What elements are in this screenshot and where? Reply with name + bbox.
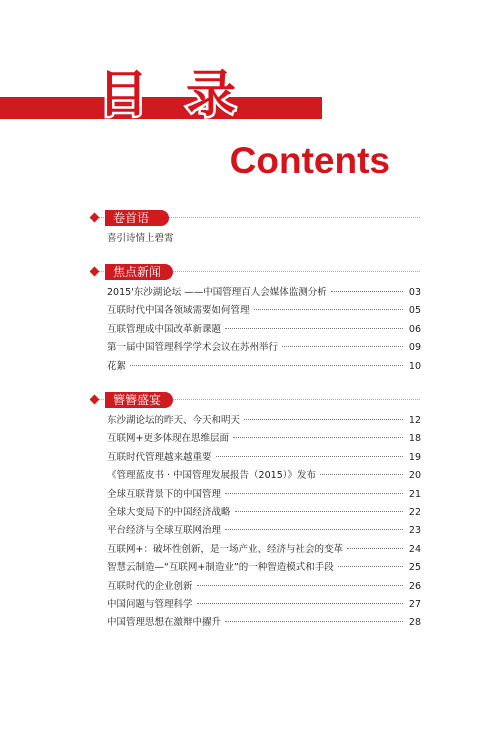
- section-focus-news: [91, 264, 421, 376]
- toc-entry[interactable]: [107, 339, 421, 357]
- toc-page: 18: [408, 433, 421, 445]
- toc-entry[interactable]: [107, 578, 421, 596]
- leader-dots: [225, 621, 403, 622]
- toc-title: 互联时代的企业创新: [107, 580, 193, 592]
- leader-dots: [254, 309, 403, 310]
- toc-title: 全球大变局下的中国经济战略: [107, 506, 231, 518]
- toc-title: 花絮: [107, 360, 127, 372]
- toc-entry[interactable]: [107, 559, 421, 577]
- section-heading: 簪簪盛宴: [105, 392, 173, 408]
- toc-entry[interactable]: [107, 467, 421, 485]
- section-foreword: [91, 210, 421, 248]
- toc-page: 27: [408, 598, 421, 610]
- diamond-bullet-icon: [90, 267, 100, 277]
- toc-title: 互联管理成中国改革新课题: [107, 323, 222, 335]
- toc-entry[interactable]: [107, 302, 421, 320]
- toc-title: 互联网+：破坏性创新，是一场产业、经济与社会的变革: [107, 543, 343, 555]
- leader-dots: [320, 474, 403, 475]
- toc-page: 21: [408, 488, 421, 500]
- leader-dots: [331, 291, 403, 292]
- toc-title: 中国问题与管理科学: [107, 598, 193, 610]
- toc-entry[interactable]: [107, 358, 421, 376]
- toc-title: 智慧云制造—“互联网+制造业”的一种智造模式和手段: [107, 562, 334, 574]
- leader-dots: [225, 529, 403, 530]
- toc-entry[interactable]: [107, 284, 421, 302]
- toc-page: 09: [408, 342, 421, 354]
- section-heading: 焦点新闻: [105, 264, 173, 280]
- leader-dots: [282, 346, 403, 347]
- toc-entry[interactable]: [107, 504, 421, 522]
- leader-dots: [338, 566, 403, 567]
- toc-page: 25: [408, 562, 421, 574]
- section-heading: 卷首语: [105, 210, 169, 226]
- toc-page: 23: [408, 525, 421, 537]
- toc-page: 19: [408, 451, 421, 463]
- toc-entry[interactable]: [107, 486, 421, 504]
- toc-page: 03: [408, 287, 421, 298]
- toc-title: 平台经济与全球互联网治理: [107, 525, 222, 537]
- toc-entry[interactable]: [107, 541, 421, 559]
- toc-page: 10: [408, 360, 421, 372]
- toc-title: 2015'东沙湖论坛 ——中国管理百人会媒体监测分析: [107, 287, 327, 298]
- toc-page: 22: [408, 506, 421, 518]
- toc-page: 05: [408, 305, 421, 317]
- diamond-bullet-icon: [90, 213, 100, 223]
- leader-dots: [130, 365, 403, 366]
- toc-title: 互联时代中国各领域需要如何管理: [107, 305, 250, 317]
- section-header: [91, 210, 421, 226]
- toc-entry[interactable]: 喜引诗情上碧霄: [107, 233, 174, 244]
- leader-dots: [347, 548, 403, 549]
- toc-page: 24: [408, 543, 421, 555]
- toc-title: 互联网+更多体现在思维层面: [107, 433, 229, 445]
- leader-dots: [225, 328, 403, 329]
- page-title-chinese: [98, 64, 236, 126]
- toc-title: 中国管理思想在激辩中擢升: [107, 617, 222, 629]
- toc-page: 06: [408, 323, 421, 335]
- toc-entry[interactable]: [107, 430, 421, 448]
- section-feast: [91, 392, 421, 633]
- toc-title: 《管理蓝皮书 · 中国管理发展报告（2015）》发布: [107, 470, 316, 482]
- toc-title: 东沙湖论坛的昨天、今天和明天: [107, 415, 241, 426]
- title-char-1: 目: [98, 65, 148, 123]
- toc-entry[interactable]: [107, 596, 421, 614]
- section-header: [91, 264, 421, 280]
- toc-page: 20: [408, 470, 421, 482]
- toc-title: 互联时代管理越来越重要: [107, 451, 212, 463]
- toc-entry[interactable]: [107, 321, 421, 339]
- page-title-english: Contents: [229, 140, 390, 181]
- title-char-2: 录: [186, 65, 236, 123]
- toc-entry[interactable]: [107, 522, 421, 540]
- leader-dots: [235, 511, 403, 512]
- leader-dots: [216, 456, 403, 457]
- toc-entry[interactable]: [107, 412, 421, 430]
- toc-page: 28: [408, 617, 421, 629]
- toc-entry[interactable]: [107, 614, 421, 632]
- toc-title: 全球互联背景下的中国管理: [107, 488, 222, 500]
- leader-dots: [244, 419, 403, 420]
- leader-dots: [197, 603, 403, 604]
- toc-title: 第一届中国管理科学学术会议在苏州举行: [107, 342, 279, 354]
- toc-entry[interactable]: [107, 449, 421, 467]
- toc-page: 12: [408, 415, 421, 426]
- section-header: [91, 392, 421, 408]
- leader-dots: [225, 493, 403, 494]
- diamond-bullet-icon: [90, 395, 100, 405]
- leader-dots: [233, 437, 403, 438]
- toc-page: 26: [408, 580, 421, 592]
- leader-dots: [197, 585, 403, 586]
